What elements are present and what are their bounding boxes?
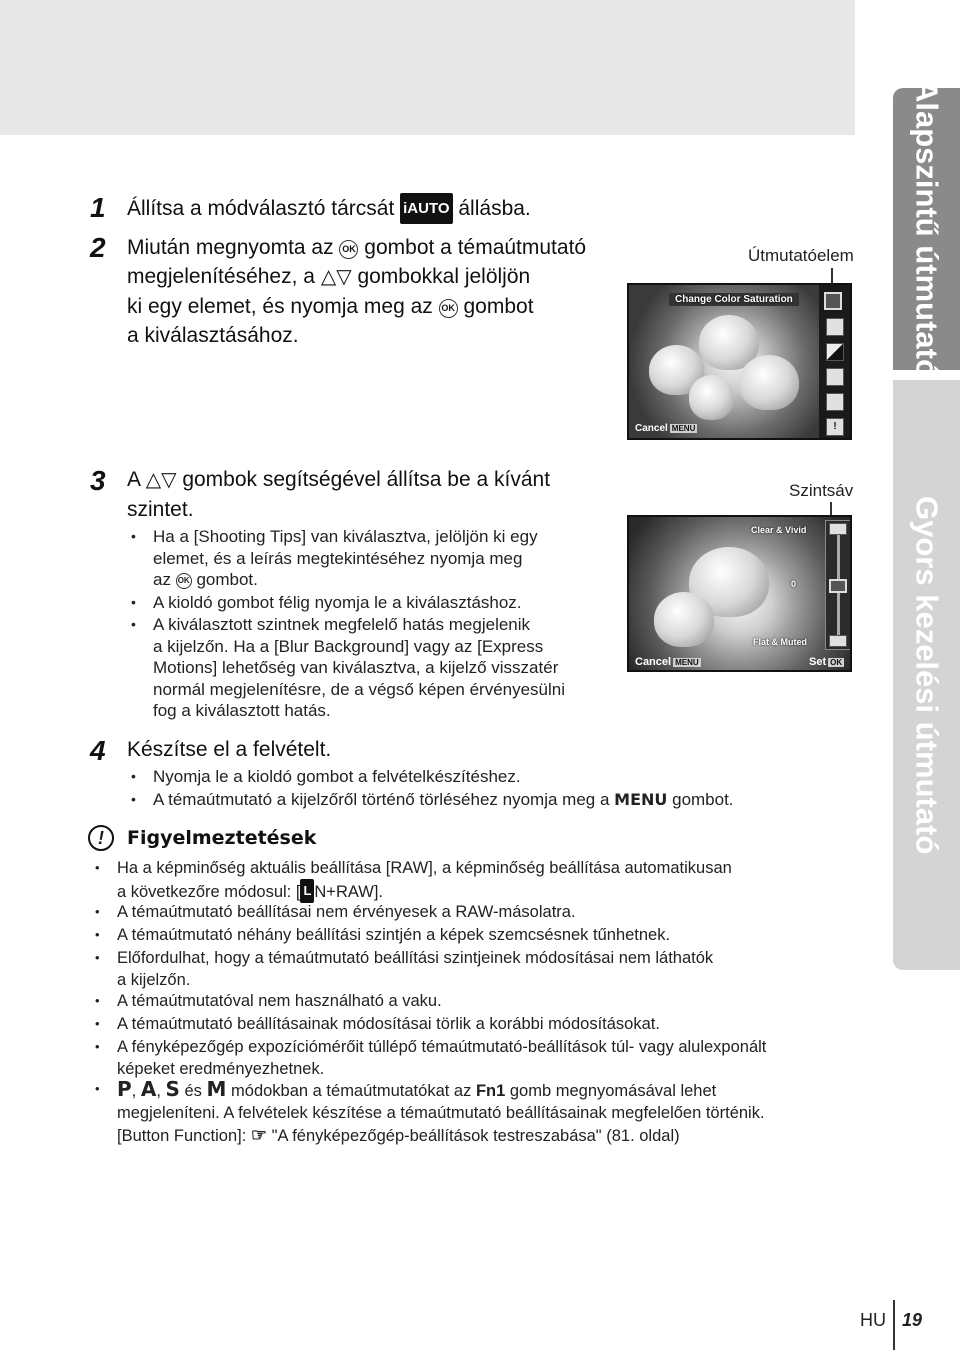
level-bottom-icon (829, 635, 847, 647)
step-4-number: 4 (90, 735, 106, 766)
step-2-line2-pre: megjelenítéséhez, a (127, 265, 315, 288)
warning-7-line1: • A fényképezőgép expozíciómérőit túllépő témaútmutató-beállítások túl- vagy alulexponált (117, 1038, 767, 1056)
level-mid-label: 0 (791, 579, 797, 589)
footer-divider (893, 1300, 895, 1350)
step-3-b3-line5: fog a kiválasztott hatás. (153, 701, 331, 720)
step-4-bullet-2 (153, 789, 734, 811)
guide-icon-column (819, 285, 852, 440)
step-3-b1-line3-post: gombot. (196, 570, 258, 589)
step-3-line1-pre: A (127, 468, 140, 491)
step-2-line4: a kiválasztásához. (127, 324, 299, 347)
mode-s: S (165, 1077, 180, 1101)
step-1-pre: Állítsa a módválasztó tárcsát (127, 197, 395, 220)
step-4-b2-pre: A témaútmutató a kijelzőről történő törléséhez nyomja meg a (153, 790, 610, 809)
step-3-b3-line2: a kijelzőn. Ha a [Blur Background] vagy az [Express (153, 636, 544, 656)
section-tab-basic[interactable] (893, 80, 960, 378)
step-3-b1-line3-pre: az (153, 570, 171, 589)
step-3-bullet-2: • A kioldó gombot félig nyomja le a kiválasztáshoz. (153, 592, 522, 614)
camera-screen-2 (627, 515, 852, 672)
cancel-label[interactable] (635, 423, 697, 434)
warning-item-4 (117, 947, 713, 991)
warning-item-8: • P, A, S és M módokban a témaútmutatókat az Fn1 gomb megnyomásával lehet megjeleníteni. A felvételek készítése a témaútmutató beállításainak megfelelően történik. [Button Function]: ☞ "A fényképezőgép-beállítások testreszabása" (81. oldal) (117, 1078, 765, 1147)
warning-4-line1: • Előfordulhat, hogy a témaútmutató beállítási szintjeinek módosításai nem láthatók (117, 949, 714, 967)
warning-item-3: • A témaútmutató néhány beállítási szintjén a képek szemcsésnek tűnhetnek. (117, 924, 670, 946)
step-3-line1-post: gombok segítségével állítsa be a kívánt (182, 468, 551, 491)
menu-button-icon: MENU (671, 424, 696, 433)
step-4-bullet-1: • Nyomja le a kioldó gombot a felvételkészítéshez. (153, 766, 521, 788)
step-4-title: Készítse el a felvételt. (127, 738, 332, 761)
warning-1-line2-pre: a következőre módosul: [ (117, 883, 301, 901)
warning-item-7 (117, 1036, 766, 1080)
warning-8-line3-pre: [Button Function]: (117, 1127, 247, 1145)
ok-button-icon: OK (830, 658, 843, 667)
guide-icon-tone[interactable] (826, 318, 844, 336)
warnings-title: Figyelmeztetések (127, 827, 317, 849)
mode-p: P (117, 1077, 132, 1101)
set-text: Set (809, 656, 827, 668)
level-top-label: Clear & Vivid (751, 525, 807, 535)
warning-icon: ! (88, 825, 114, 851)
down-arrow-icon: ▽ (336, 266, 352, 288)
step-3-b3-line3: Motions] lehetőség van kiválasztva, a kijelző visszatér (153, 658, 559, 677)
warning-item-1 (117, 857, 732, 903)
cancel-text: Cancel (635, 423, 668, 434)
warning-item-5: • A témaútmutatóval nem használható a vaku. (117, 990, 442, 1012)
language-code: HU (860, 1310, 886, 1330)
ok-button-icon: OK (339, 240, 358, 259)
menu-button-label: MENU (614, 790, 668, 809)
step-3-bullet-3 (153, 614, 565, 722)
fn1-button-label: Fn1 (475, 1082, 506, 1100)
warning-8-line1-mid: módokban a témaútmutatókat az (231, 1082, 472, 1100)
cancel-text: Cancel (635, 656, 672, 668)
step-1-post: állásba. (458, 197, 531, 220)
cancel-label[interactable] (635, 656, 701, 668)
mode-a: A (140, 1077, 157, 1101)
step-2-line3-pre: ki egy elemet, és nyomja meg az (127, 295, 433, 318)
step-3-b1-line1: • Ha a [Shooting Tips] van kiválasztva, jelöljön ki egy (153, 527, 538, 546)
step-2-line1-pre: Miután megnyomta az (127, 236, 334, 259)
header-band (0, 0, 855, 135)
warning-8-line1-post: gomb megnyomásával lehet (509, 1082, 717, 1100)
up-arrow-icon: △ (145, 469, 162, 491)
quality-l-icon: L (300, 879, 314, 903)
step-2-line1-post: gombot a témaútmutató (364, 236, 587, 259)
screen-header: Change Color Saturation (669, 293, 799, 306)
level-bottom-label: Flat & Muted (753, 637, 807, 647)
step-2-line2-post: gombokkal jelöljön (357, 265, 531, 288)
step-1-text (127, 193, 531, 224)
step-3-bullet-1 (153, 526, 538, 591)
guide-icon-contrast[interactable] (826, 343, 844, 361)
guide-icon-blur[interactable] (826, 368, 844, 386)
up-arrow-icon: △ (320, 266, 337, 288)
and-word: és (184, 1082, 202, 1100)
iauto-mode-icon: iAUTO (400, 193, 452, 224)
ok-button-icon: OK (439, 299, 458, 318)
menu-button-icon: MENU (675, 658, 699, 667)
step-3-line2: szintet. (127, 498, 194, 521)
page-reference-icon: ☞ (250, 1125, 268, 1145)
level-slider[interactable] (825, 520, 851, 650)
warning-4-line2: a kijelzőn. (117, 971, 191, 989)
flower-photo (629, 285, 819, 440)
step-3-b3-line1: • A kiválasztott szintnek megfelelő hatás megjelenik (153, 615, 531, 634)
step-4-b2-post: gombot. (672, 790, 734, 809)
step-3-b1-line2: elemet, és a leírás megtekintéséhez nyomja meg (153, 548, 523, 568)
step-3-text (127, 465, 550, 524)
warning-7-line2: képeket eredményezhetnek. (117, 1060, 325, 1078)
set-label[interactable] (809, 656, 844, 668)
page-number: 19 (902, 1310, 923, 1330)
level-top-icon (829, 523, 847, 535)
step-2-line3-post: gombot (463, 295, 534, 318)
section-tab-quick[interactable] (893, 380, 960, 970)
rose-photo (629, 517, 852, 672)
warning-item-2: • A témaútmutató beállításai nem érvényesek a RAW-másolatra. (117, 901, 576, 923)
camera-screen-1 (627, 283, 852, 440)
section-tab-quick-label: Gyors kezelési útmutató (909, 495, 945, 855)
shooting-tips-icon[interactable]: ! (826, 418, 844, 436)
step-2-text (127, 233, 627, 350)
warning-1-line2-post: N+RAW]. (314, 883, 383, 901)
guide-icon-motion[interactable] (826, 393, 844, 411)
mode-m: M (206, 1077, 227, 1101)
step-1-number: 1 (90, 192, 106, 223)
down-arrow-icon: ▽ (161, 469, 177, 491)
section-tab-basic-label: Alapszintű útmutató (909, 80, 945, 378)
ok-button-icon: OK (176, 573, 192, 589)
warning-item-6: • A témaútmutató beállításainak módosításai törlik a korábbi módosításokat. (117, 1013, 660, 1035)
level-bar-callout: Szintsáv (789, 481, 854, 500)
guide-item-callout: Útmutatóelem (748, 246, 854, 265)
guide-icon-saturation[interactable] (824, 292, 842, 310)
step-2-number: 2 (90, 232, 106, 263)
warning-8-line2: megjeleníteni. A felvételek készítése a témaútmutató beállításainak megfelelően történik. (117, 1104, 765, 1122)
level-handle[interactable] (829, 579, 847, 593)
page-reference-link[interactable]: "A fényképezőgép-beállítások testreszabása" (81. oldal) (271, 1127, 680, 1145)
step-3-number: 3 (90, 465, 106, 496)
warning-1-line1: • Ha a képminőség aktuális beállítása [RAW], a képminőség beállítása automatikusan (117, 859, 732, 877)
step-3-b3-line4: normál megjelenítésre, de a végső képen érvényesülni (153, 679, 566, 699)
